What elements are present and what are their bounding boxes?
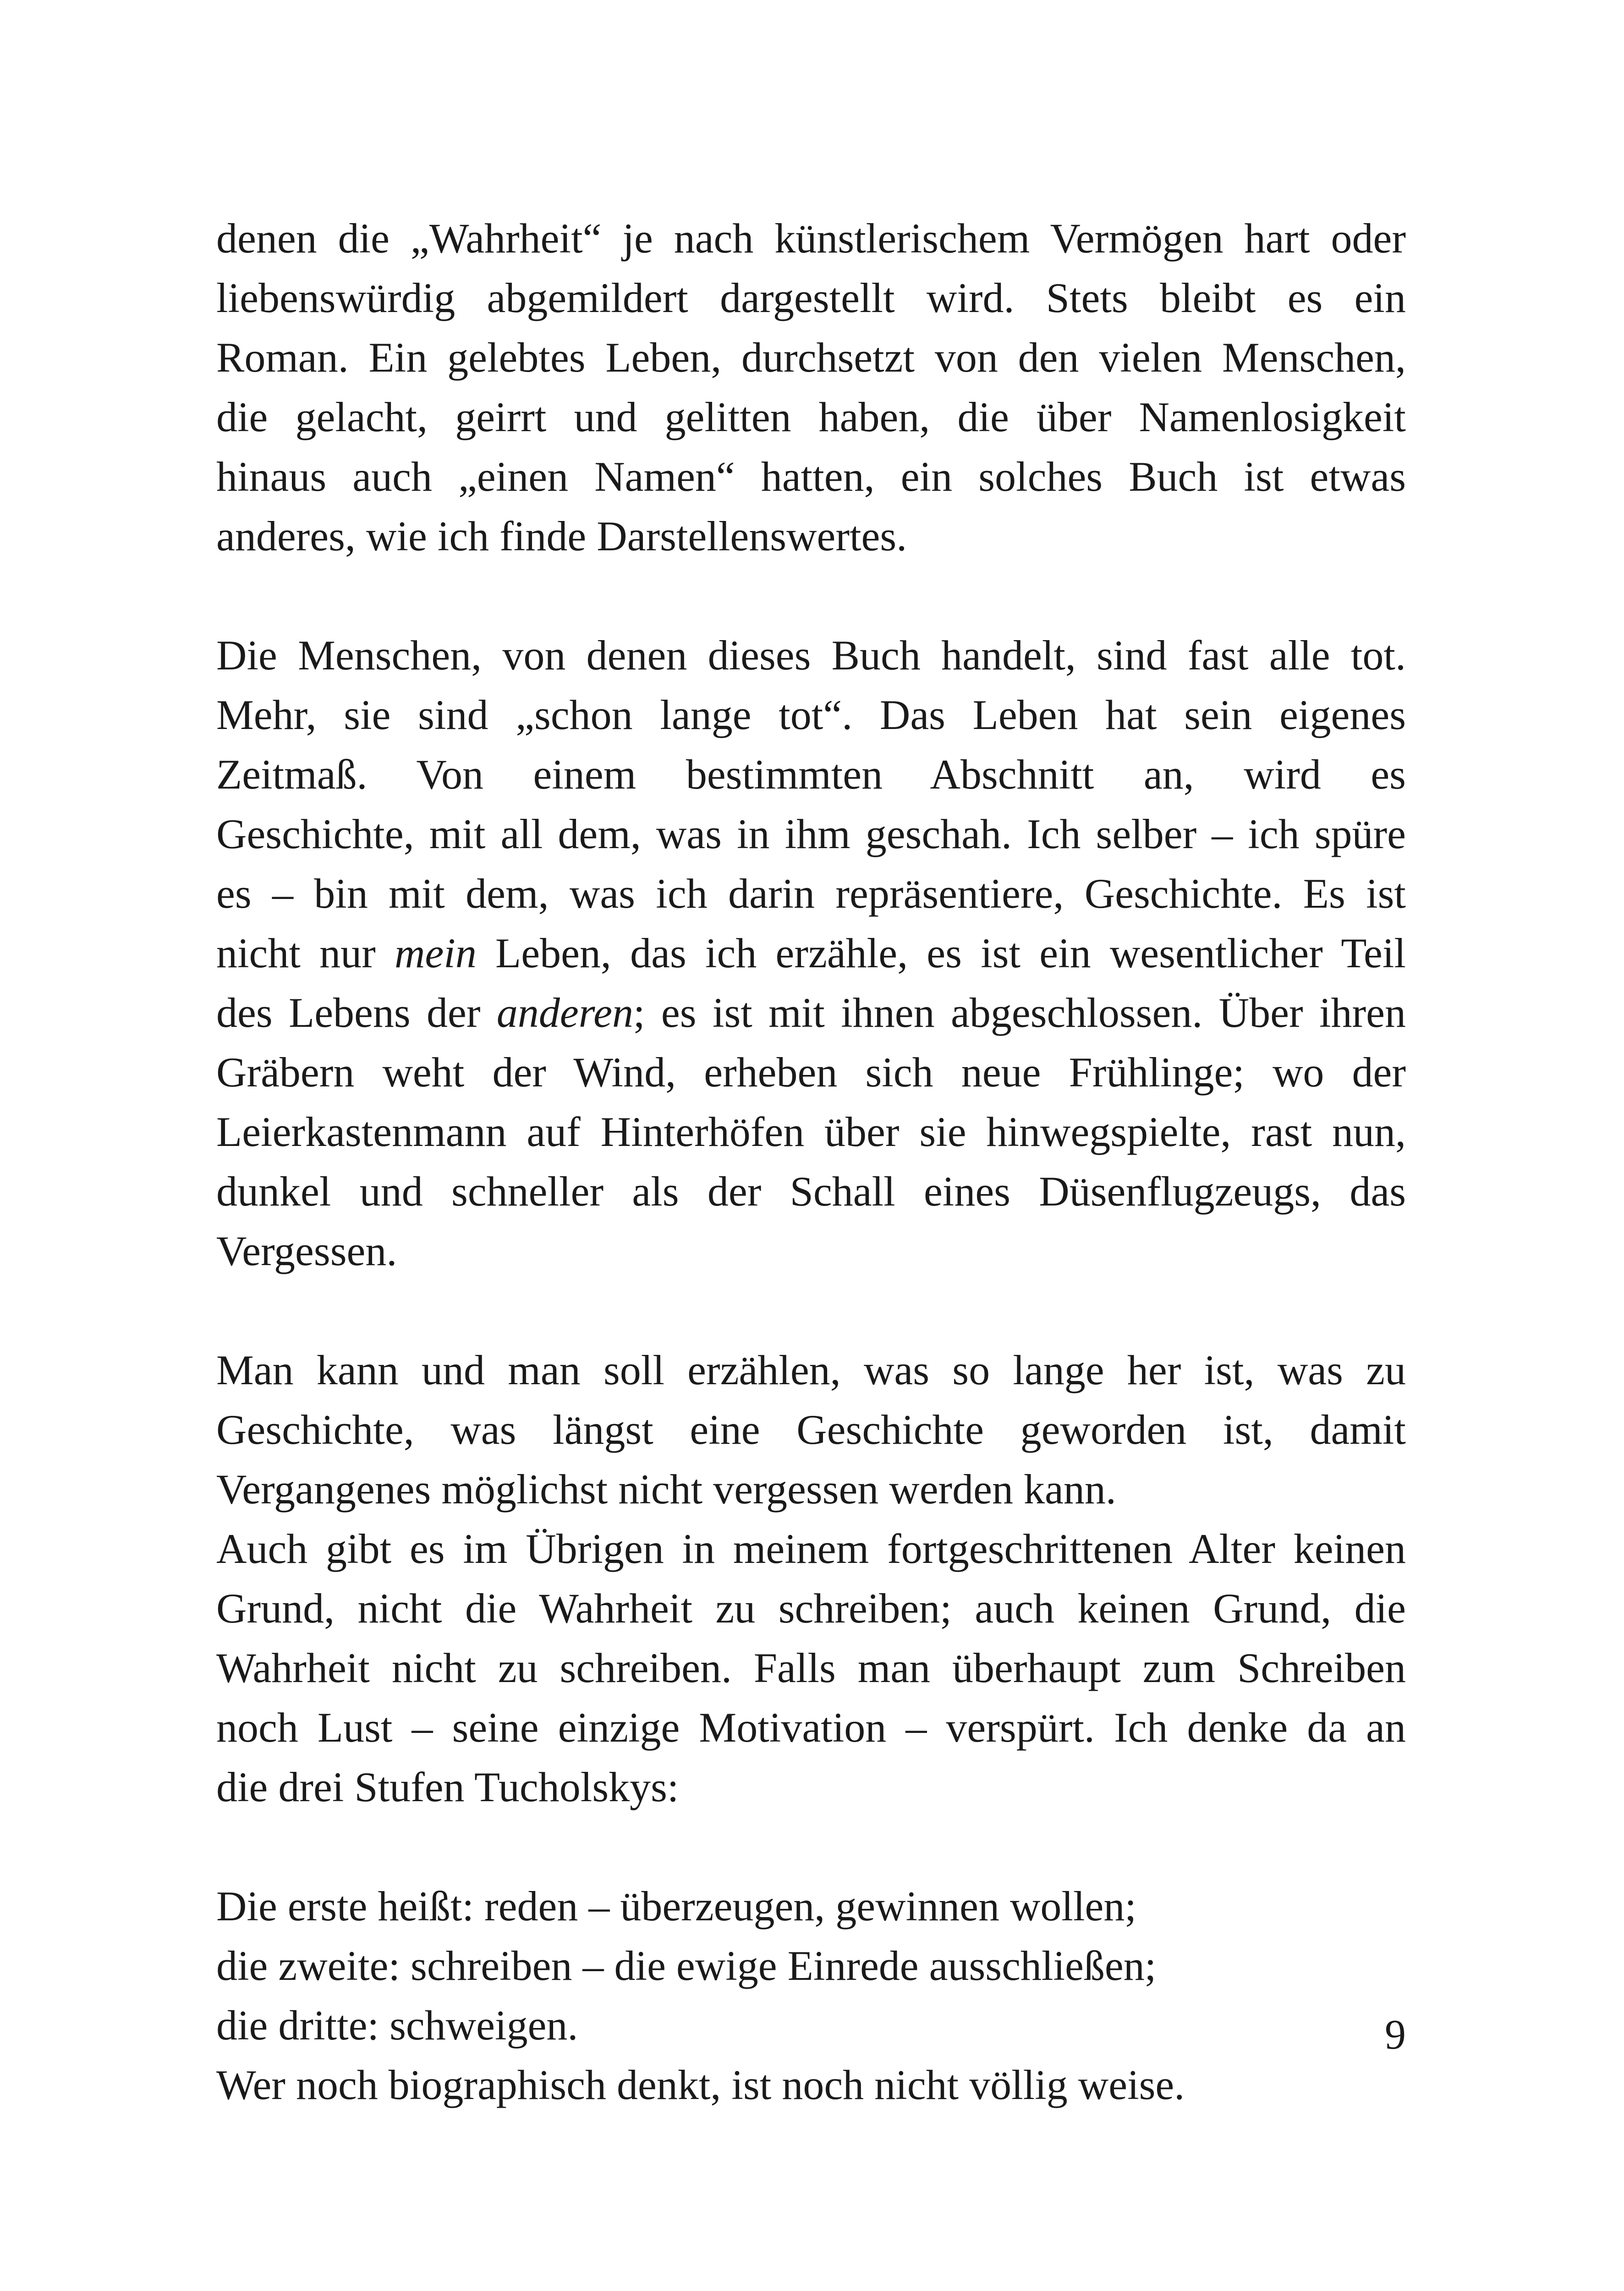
text-line: Vergangenes möglichst nicht vergessen werden kann. (216, 1466, 1116, 1513)
tucholsky-stages (216, 1876, 1406, 2115)
text-line: es – bin mit dem, was ich darin repräsentiere, Geschichte. Es ist (216, 870, 1406, 917)
stage-line: Wer noch biographisch denkt, ist noch nicht völlig weise. (216, 2061, 1185, 2108)
text-line: Grund, nicht die Wahrheit zu schreiben; auch keinen Grund, die (216, 1585, 1406, 1632)
stage-line: die zweite: schreiben – die ewige Einrede ausschließen; (216, 1942, 1157, 1989)
text-line: liebenswürdig abgemildert dargestellt wird. Stets bleibt es ein (216, 274, 1406, 321)
text-line: Wahrheit nicht zu schreiben. Falls man überhaupt zum Schreiben (216, 1644, 1406, 1691)
text-fragment: Leben, das ich erzähle, es ist ein wesentlicher Teil (476, 930, 1406, 976)
text-line (216, 983, 1406, 1042)
text-line: Zeitmaß. Von einem bestimmten Abschnitt an, wird es (216, 751, 1406, 798)
text-line: noch Lust – seine einzige Motivation – verspürt. Ich denke da an (216, 1704, 1406, 1751)
text-line: Auch gibt es im Übrigen in meinem fortgeschrittenen Alter keinen (216, 1525, 1406, 1572)
text-line (216, 923, 1406, 983)
paragraph-3 (216, 1340, 1406, 1519)
text-line: Roman. Ein gelebtes Leben, durchsetzt von den vielen Menschen, (216, 334, 1406, 381)
text-line: Man kann und man soll erzählen, was so lange her ist, was zu (216, 1347, 1406, 1393)
text-line: denen die „Wahrheit“ je nach künstlerischem Vermögen hart oder (216, 215, 1406, 262)
text-line: die drei Stufen Tucholskys: (216, 1764, 679, 1810)
text-line: Geschichte, mit all dem, was in ihm geschah. Ich selber – ich spüre (216, 811, 1406, 857)
text-line: Geschichte, was längst eine Geschichte geworden ist, damit (216, 1406, 1406, 1453)
text-line: Leierkastenmann auf Hinterhöfen über sie hinwegspielte, rast nun, (216, 1108, 1406, 1155)
text-line: anderes, wie ich finde Darstellenswertes. (216, 513, 907, 559)
emphasis-mein: mein (395, 930, 477, 976)
stage-line: Die erste heißt: reden – überzeugen, gewinnen wollen; (216, 1883, 1136, 1929)
paragraph-spacer (216, 566, 1406, 625)
paragraph-spacer (216, 1281, 1406, 1340)
page-number: 9 (1385, 2011, 1406, 2058)
book-page (216, 208, 1406, 2115)
text-fragment: ; es ist mit ihnen abgeschlossen. Über ihren (633, 989, 1406, 1036)
text-line: dunkel und schneller als der Schall eines Düsenflugzeugs, das (216, 1168, 1406, 1215)
emphasis-anderen: anderen (496, 989, 633, 1036)
paragraph-2 (216, 625, 1406, 1281)
text-line: die gelacht, geirrt und gelitten haben, die über Namenlosigkeit (216, 394, 1406, 440)
text-fragment: des Lebens der (216, 989, 497, 1036)
paragraph-4 (216, 1519, 1406, 1817)
paragraph-spacer (216, 1817, 1406, 1876)
text-line: Mehr, sie sind „schon lange tot“. Das Leben hat sein eigenes (216, 691, 1406, 738)
text-line: Vergessen. (216, 1228, 397, 1274)
text-line: hinaus auch „einen Namen“ hatten, ein solches Buch ist etwas (216, 453, 1406, 500)
text-line: Gräbern weht der Wind, erheben sich neue Frühlinge; wo der (216, 1049, 1406, 1096)
stage-line: die dritte: schweigen. (216, 2002, 578, 2049)
paragraph-1 (216, 208, 1406, 566)
text-fragment: nicht nur (216, 930, 395, 976)
text-line: Die Menschen, von denen dieses Buch handelt, sind fast alle tot. (216, 632, 1406, 679)
